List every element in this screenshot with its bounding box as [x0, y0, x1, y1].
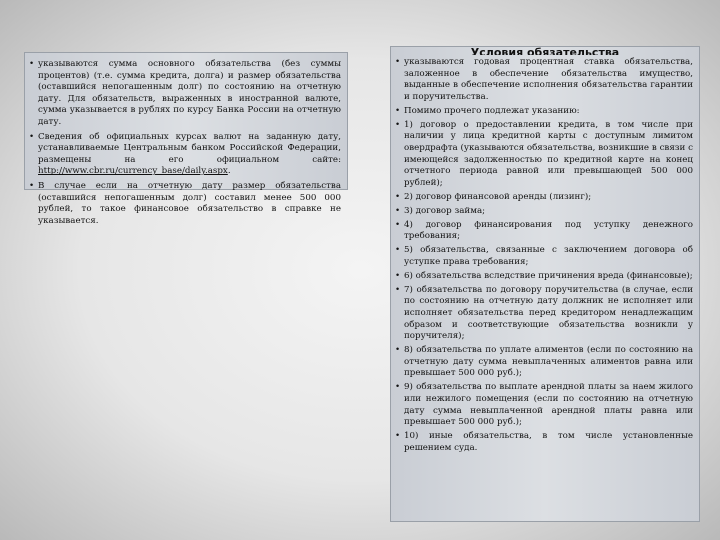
- right-bullet-list: [395, 57, 693, 457]
- list-item: • 6) обязательства вследствие причинения вреда (финансовые);: [395, 271, 693, 283]
- panel-title: Условия обязательства: [470, 46, 620, 55]
- left-bullet-list: [29, 59, 341, 230]
- list-item: • указываются сумма основного обязательства (без суммы процентов) (т.е. сумма кредита, долга) и размер обязательства (оставшийся непогашенным долг) по состоянию на отчетную дату. Для обязательств, выраженных в иностранной валюте, сумма указывается в рублях по курсу Банка России на отчетную дату.: [29, 59, 341, 129]
- list-item: • 3) договор займа;: [395, 206, 693, 218]
- list-item: • 8) обязательства по уплате алиментов (если по состоянию на отчетную дату сумма невыплаченных алиментов равна или превышает 500 000 руб.);: [395, 345, 693, 380]
- cbr-rates-link[interactable]: http://www.cbr.ru/currency_base/daily.aspx: [38, 166, 228, 177]
- list-item: • 1) договор о предоставлении кредита, в том числе при наличии у лица кредитной карты с доступным лимитом овердрафта (указываются обязательства, возникшие в связи с имеющейся задолженностью по кредитной карте на конец отчетного периода равной или превышающей 500 000 рублей);: [395, 120, 693, 190]
- list-item: • 7) обязательства по договору поручительства (в случае, если по состоянию на отчетную дату должник не исполняет или исполняет обязательства перед кредитором ненадлежащим образом и соответствующие обязательства возникли у поручителя);: [395, 285, 693, 343]
- list-item: • 9) обязательства по выплате арендной платы за наем жилого или нежилого помещения (если по состоянию на отчетную дату сумма невыплаченной арендной платы равна или превышает 500 000 руб.);: [395, 382, 693, 428]
- source-text: Сведения об официальных курсах валют на заданную дату, устанавливаемые Центральным банком Российской Федерации, размещены на его официальном сайте:: [38, 131, 341, 165]
- list-item: • 2) договор финансовой аренды (лизинг);: [395, 192, 693, 204]
- list-item: • 10) иные обязательства, в том числе установленные решением суда.: [395, 431, 693, 454]
- list-item: • указываются годовая процентная ставка обязательства, заложенное в обеспечение обязательства имущество, выданные в обеспечение исполнения обязательства гарантии и поручительства.: [395, 57, 693, 103]
- list-item: • Помимо прочего подлежат указанию:: [395, 106, 693, 118]
- right-text-panel: [390, 46, 700, 522]
- list-item: • В случае если на отчетную дату размер обязательства (оставшийся непогашенным долг) составил менее 500 000 рублей, то такое финансовое обязательство в справке не указывается.: [29, 181, 341, 227]
- left-text-panel: [24, 52, 348, 226]
- list-item: • 5) обязательства, связанные с заключением договора об уступке права требования;: [395, 245, 693, 268]
- list-item: [29, 132, 341, 178]
- source-suffix: .: [227, 166, 231, 177]
- list-item: • 4) договор финансирования под уступку денежного требования;: [395, 220, 693, 243]
